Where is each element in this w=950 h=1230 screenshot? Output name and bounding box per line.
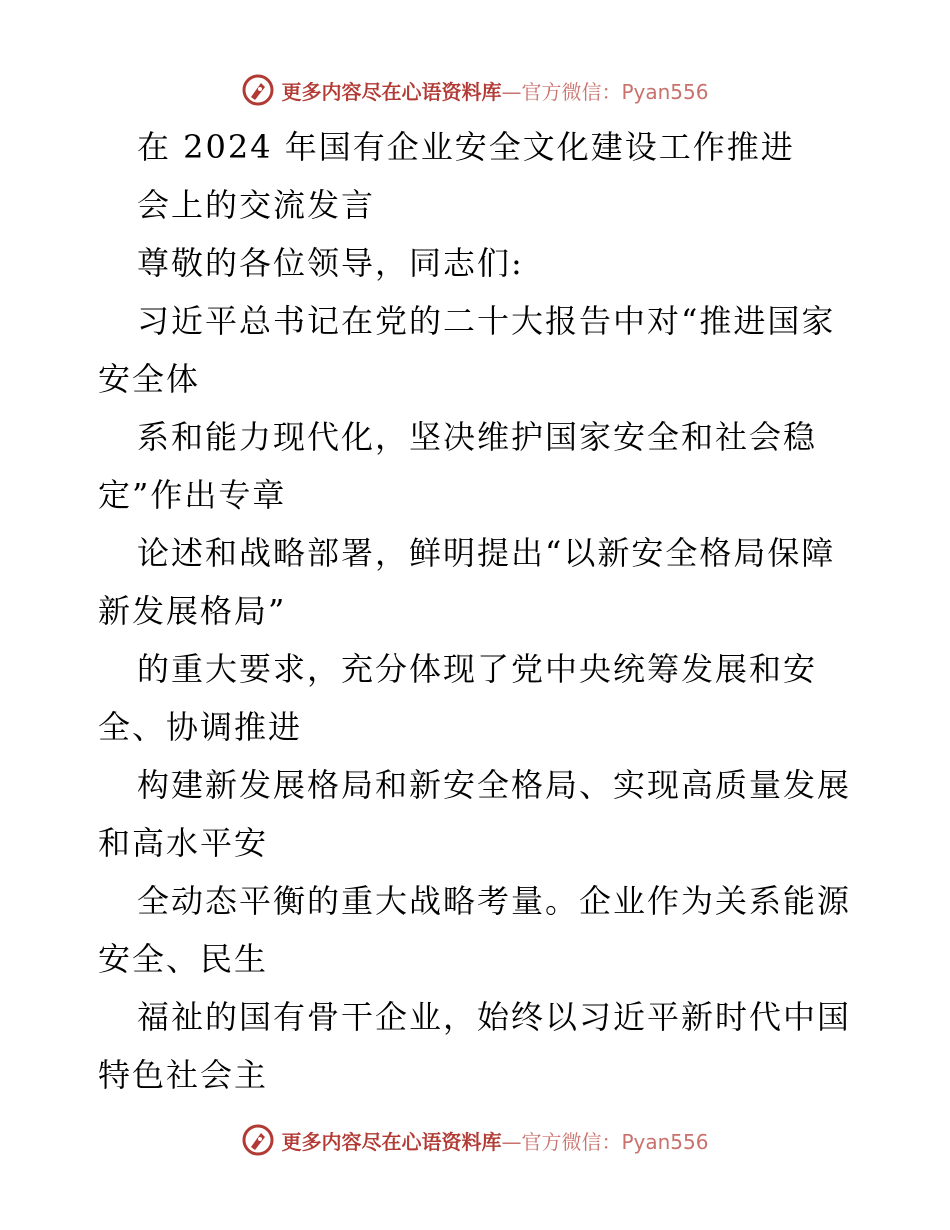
pen-nib-logo-icon (241, 1123, 275, 1157)
watermark-text (281, 76, 708, 105)
watermark-secondary: 官方微信：Pyan556 (521, 79, 709, 104)
watermark-separator: — (501, 1129, 522, 1154)
doc-paragraph-line: 定”作出专章 (98, 476, 287, 514)
watermark-separator: — (501, 79, 522, 104)
watermark-secondary: 官方微信：Pyan556 (521, 1129, 709, 1154)
doc-title-line-1: 在 2024 年国有企业安全文化建设工作推进 (137, 128, 795, 166)
watermark-primary: 更多内容尽在心语资料库 (281, 1129, 502, 1154)
watermark-text (281, 1126, 708, 1155)
doc-paragraph-line: 新发展格局” (98, 592, 287, 630)
doc-paragraph-line: 习近平总书记在党的二十大报告中对“推进国家 (137, 302, 836, 340)
doc-salutation: 尊敬的各位领导，同志们: (137, 244, 524, 282)
header-watermark-banner (0, 70, 950, 110)
doc-paragraph-line: 全、协调推进 (98, 708, 303, 746)
doc-paragraph-line: 安全体 (98, 360, 201, 398)
pen-nib-logo-icon (241, 73, 275, 107)
doc-paragraph-line: 福祉的国有骨干企业，始终以习近平新时代中国 (137, 998, 852, 1036)
doc-paragraph-line: 全动态平衡的重大战略考量。企业作为关系能源 (137, 882, 852, 920)
doc-paragraph-line: 和高水平安 (98, 824, 269, 862)
doc-paragraph-line: 特色社会主 (98, 1056, 269, 1094)
doc-paragraph-line: 论述和战略部署，鲜明提出“以新安全格局保障 (137, 534, 836, 572)
doc-paragraph-line: 的重大要求，充分体现了党中央统筹发展和安 (137, 650, 818, 688)
doc-title-line-2: 会上的交流发言 (137, 186, 376, 224)
doc-paragraph-line: 安全、民生 (98, 940, 269, 978)
doc-paragraph-line: 系和能力现代化，坚决维护国家安全和社会稳 (137, 418, 818, 456)
doc-paragraph-line: 构建新发展格局和新安全格局、实现高质量发展 (137, 766, 852, 804)
watermark-primary: 更多内容尽在心语资料库 (281, 79, 502, 104)
footer-watermark-banner (0, 1120, 950, 1160)
